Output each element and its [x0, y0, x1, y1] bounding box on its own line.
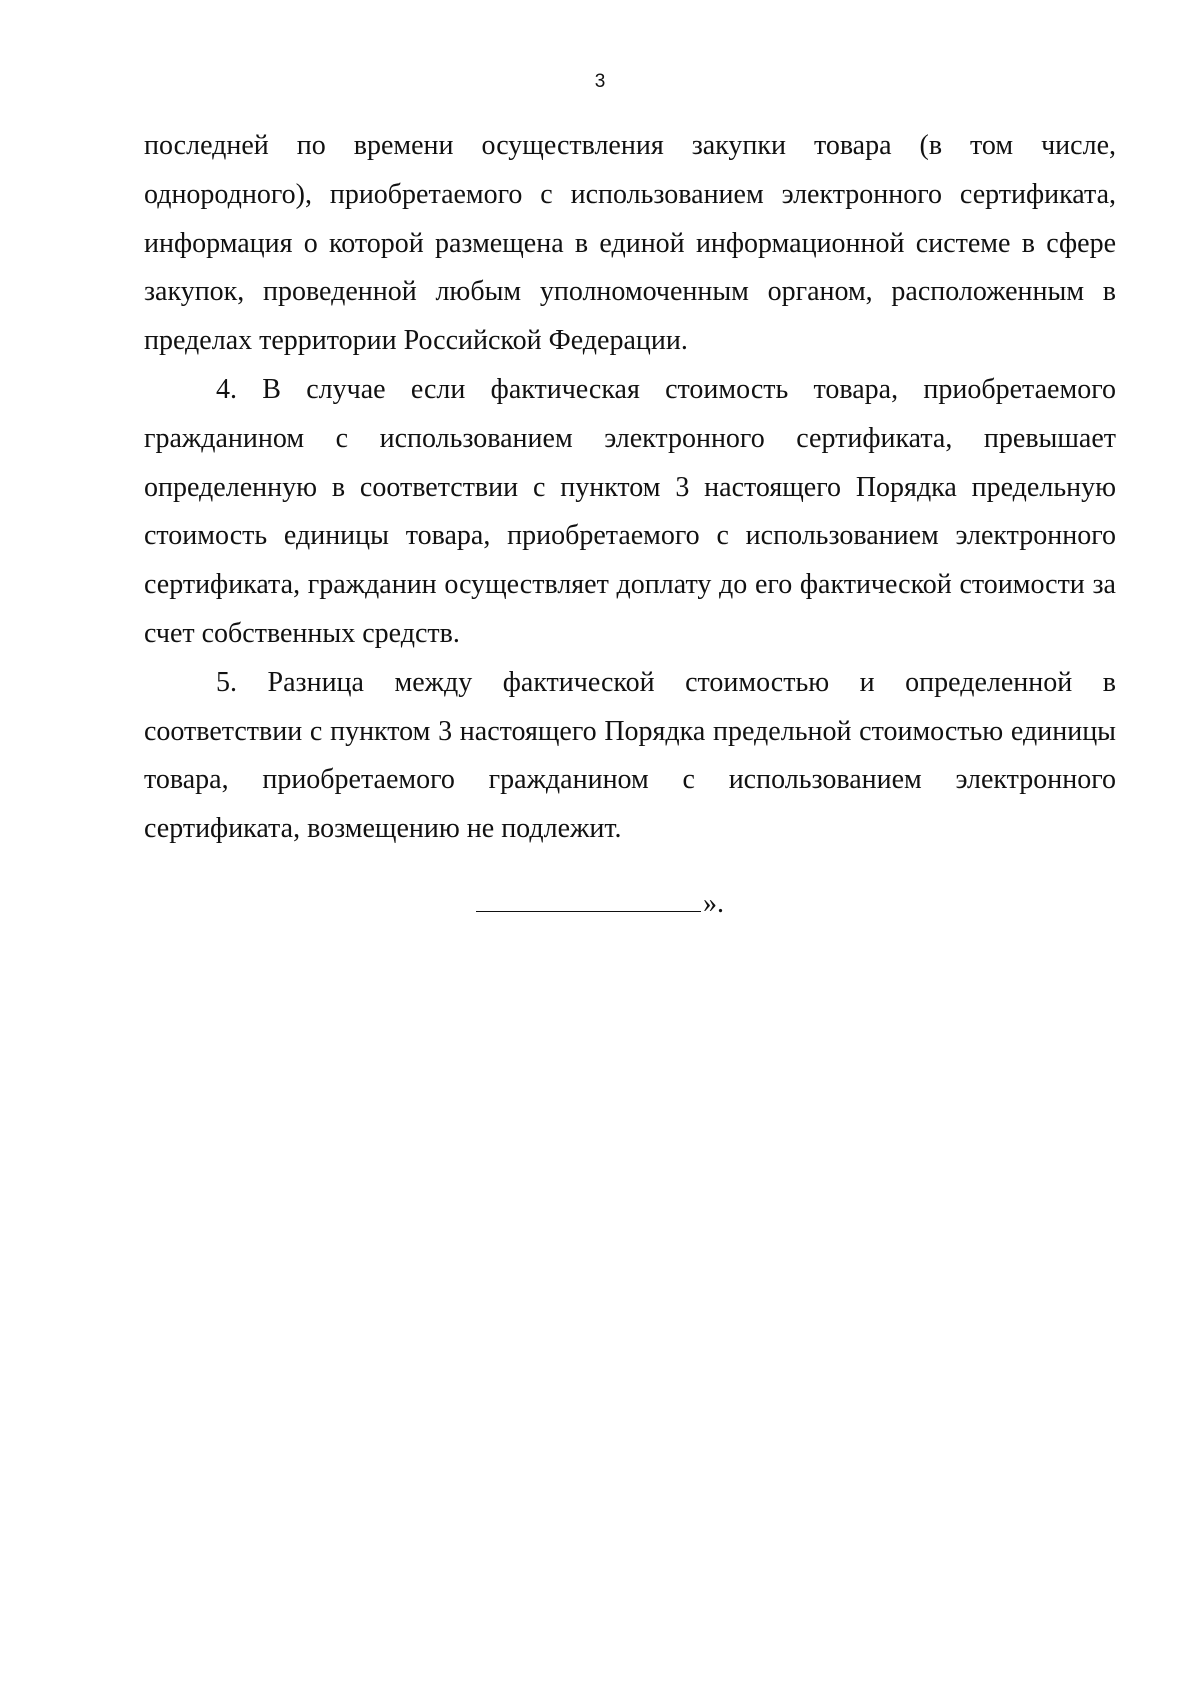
paragraph-item-5: 5. Разница между фактической стоимостью и определенной в соответствии с пунктом 3 настоящего Порядка предельной стоимостью единицы товара, приобретаемого гражданином с использованием электронного сертификата, возмещению не подлежит.	[144, 666, 1116, 845]
closing-line	[0, 880, 1200, 928]
closing-underline	[476, 883, 701, 912]
page-number: 3	[594, 71, 606, 92]
paragraph-item-4: 4. В случае если фактическая стоимость товара, приобретаемого гражданином с использованием электронного сертификата, превышает определенную в соответствии с пунктом 3 настоящего Порядка предельную стоимость единицы товара, приобретаемого с использованием электронного сертификата, гражданин осуществляет доплату до его фактической стоимости за счет собственных средств.	[144, 373, 1116, 649]
paragraph-continuation: последней по времени осуществления закупки товара (в том числе, однородного), приобретаемого с использованием электронного сертификата, информация о которой размещена в единой информационной системе в сфере закупок, проведенной любым уполномоченным органом, расположенным в пределах территории Российской Федерации.	[144, 130, 1116, 357]
document-body	[144, 122, 1116, 854]
closing-quote-mark: ».	[703, 888, 724, 919]
